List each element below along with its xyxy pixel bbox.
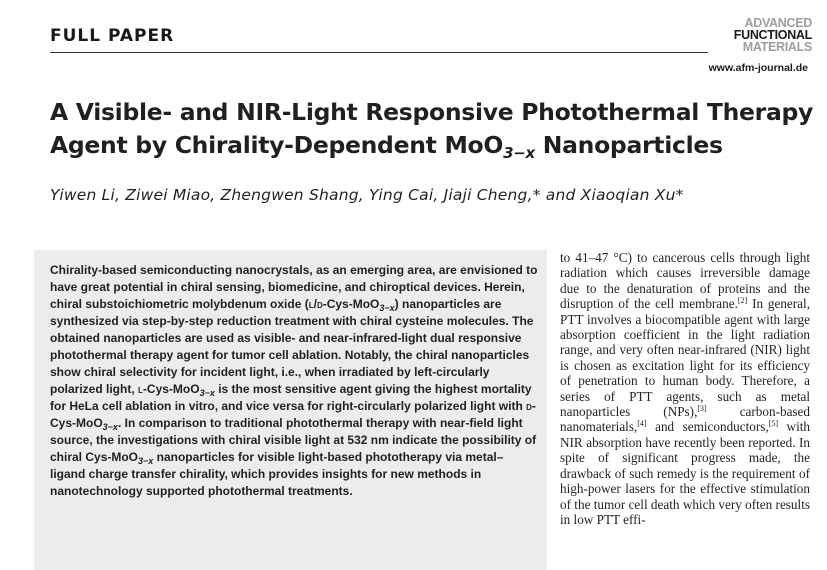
- abstract-subscript: 3−x: [138, 456, 154, 466]
- abstract-subscript: 3−x: [379, 303, 395, 313]
- abstract-segment: . In comparison to traditional photothermal therapy with near-field light source, the investigations with chiral visible light at 532 nm indicate the possibility of chiral Cys-MoO: [50, 416, 537, 464]
- body-segment: In general, PTT involves a biocompatible agent with large absorption coefficient in the light radiation range, and very often near-infrared (NIR) light is chosen as excitation light for its efficiency of penetration to human body. Therefore, a series of PTT agents, such as metal nanoparticles (NPs),: [560, 296, 810, 420]
- body-segment: with NIR absorption have recently been reported. In spite of significant progress made, the drawback of such remedy is the requirement of high-power lasers for the effective stimulation of the tumor cell death which very often results in low PTT effi-: [560, 419, 810, 527]
- abstract-segment: ) nanoparticles are synthesized via step-by-step reduction treatment with chiral cysteine molecules. The obtained nanoparticles are used as visible- and near-infrared-light dual responsive photothermal therapy agent for tumor cell ablation. Notably, the chiral nanoparticles show chiral selectivity for incident light, i.e., when irradiated by left-circularly polarized light,: [50, 297, 534, 396]
- citation-ref[interactable]: [2]: [737, 296, 748, 306]
- body-segment: to 41–47 °C) to cancerous cells through light radiation which causes irreversible damage due to the denaturation of proteins and the disruption of the cell membrane.: [560, 250, 810, 312]
- abstract-text: [50, 262, 538, 500]
- body-segment: carbon-based nanomaterials,: [560, 404, 810, 435]
- abstract-segment: -Cys-MoO: [322, 297, 380, 311]
- author-list: Yiwen Li, Ziwei Miao, Zhengwen Shang, Ying Cai, Jiaji Cheng,* and Xiaoqian Xu*: [50, 186, 684, 204]
- header-rule: [50, 52, 708, 53]
- journal-logo-line-1: ADVANCED: [744, 16, 812, 30]
- abstract-segment: -Cys-MoO: [50, 399, 536, 430]
- title-line-2-end: Nanoparticles: [534, 131, 723, 159]
- title-line-2-start: Agent by Chirality-Dependent MoO: [50, 131, 504, 159]
- section-label: FULL PAPER: [50, 26, 175, 46]
- abstract-subscript: 3−x: [199, 388, 215, 398]
- title-subscript: 3−x: [503, 144, 535, 162]
- abstract-segment: nanoparticles for visible light-based phototherapy via metal–ligand charge transfer chirality, which provides insights for new methods in nanotechnology supported photothermal treatments.: [50, 450, 504, 498]
- journal-logo-line-3: MATERIALS: [742, 40, 812, 54]
- abstract-chirality-prefix: d: [526, 399, 532, 413]
- abstract-segment: Chirality-based semiconducting nanocrystals, as an emerging area, are envisioned to have great potential in chiral sensing, biomedicine, and chiroptical devices. Herein, chiral substoichiometric molybdenum oxide (: [50, 263, 538, 311]
- journal-logo-line-2: FUNCTIONAL: [733, 28, 812, 42]
- abstract-chirality-prefix: l/d: [308, 297, 323, 311]
- abstract-subscript: 3−x: [102, 422, 118, 432]
- abstract-segment: -Cys-MoO: [142, 382, 200, 396]
- journal-logo: [712, 17, 812, 53]
- body-segment: and semiconductors,: [646, 419, 769, 435]
- body-text-column: [560, 250, 810, 527]
- abstract-chirality-prefix: l: [138, 382, 143, 396]
- paper-title: [50, 96, 820, 162]
- title-line-1: A Visible- and NIR-Light Responsive Photothermal Therapy: [50, 98, 814, 126]
- citation-ref[interactable]: [4]: [637, 419, 647, 429]
- citation-ref[interactable]: [3]: [697, 404, 707, 414]
- abstract-segment: is the most sensitive agent giving the highest mortality for HeLa cell ablation in vitro, and vice versa for right-circularly polarized light with: [50, 382, 532, 413]
- journal-url[interactable]: www.afm-journal.de: [708, 62, 808, 74]
- citation-ref[interactable]: [5]: [768, 419, 779, 429]
